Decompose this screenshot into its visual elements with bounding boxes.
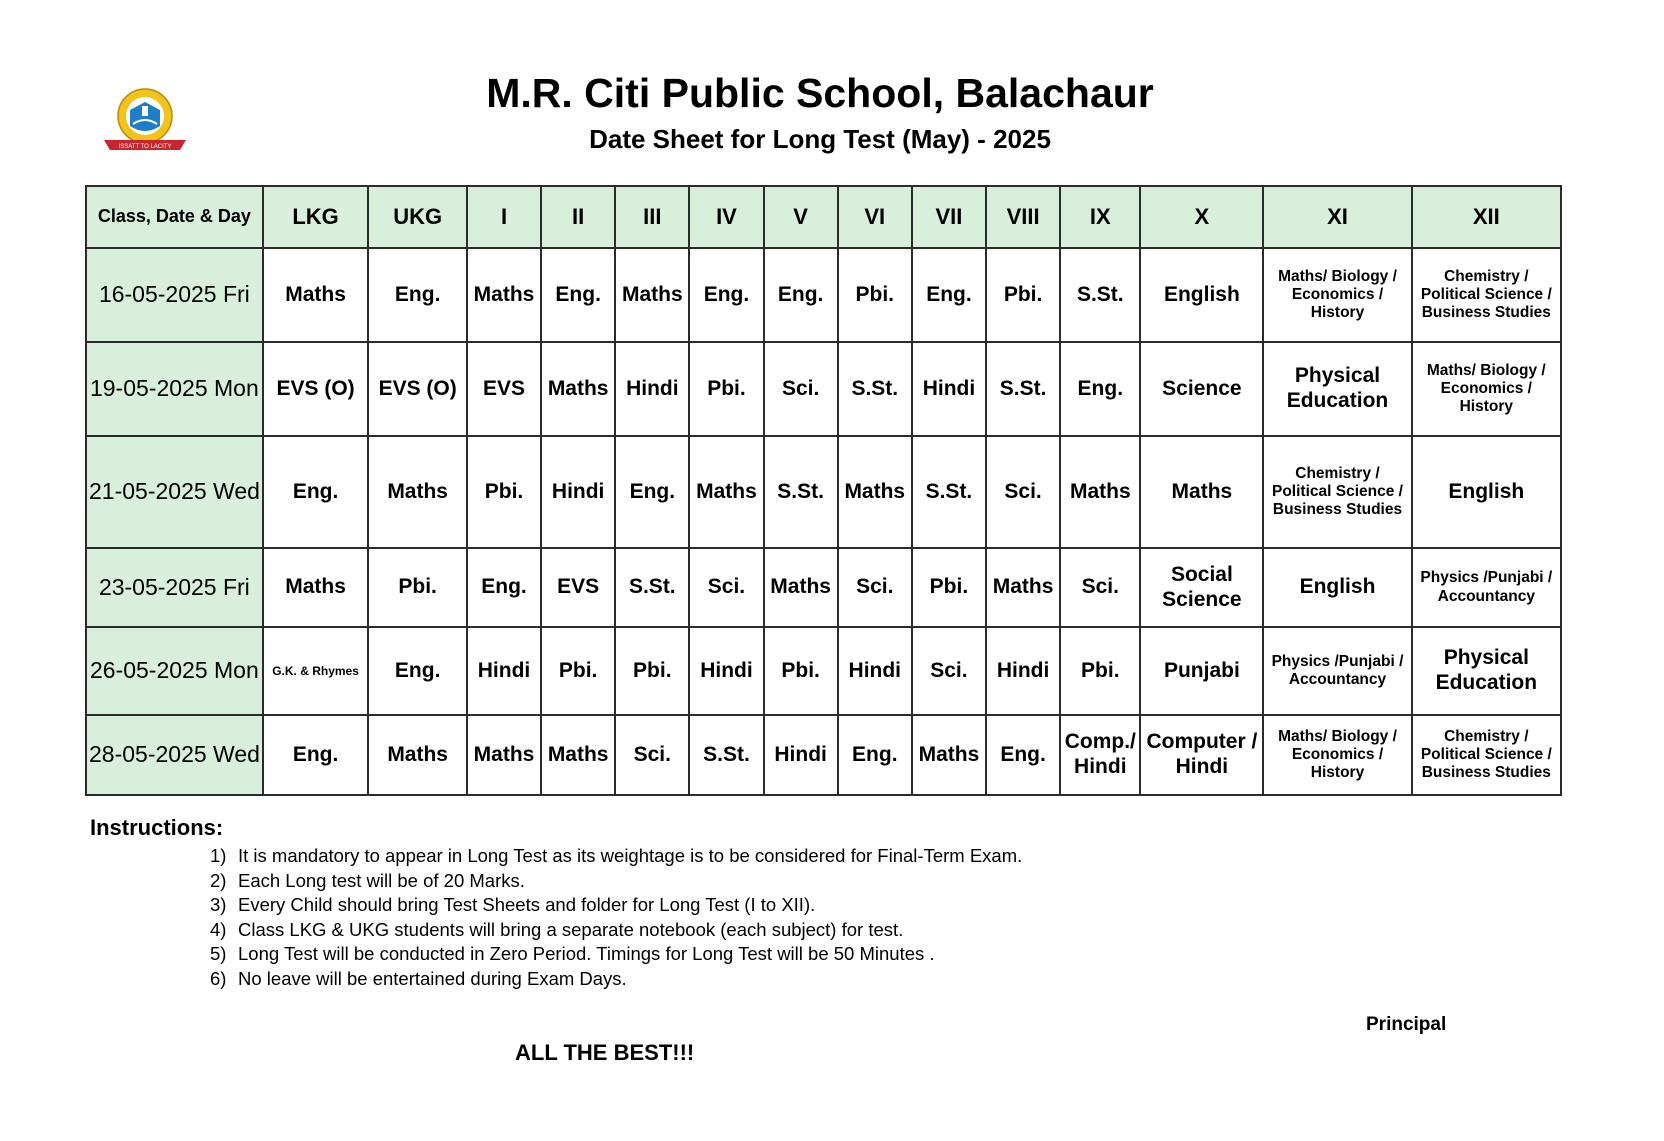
instruction-text: No leave will be entertained during Exam Days.	[238, 967, 627, 989]
date-cell: 26-05-2025 Mon	[86, 627, 263, 715]
subject-cell: S.St.	[838, 342, 912, 436]
instruction-number: 5)	[210, 943, 227, 964]
subject-cell: Pbi.	[615, 627, 689, 715]
subject-cell: Maths	[615, 248, 689, 342]
subject-cell: Maths	[541, 342, 615, 436]
subject-cell: Physical Education	[1263, 342, 1411, 436]
subject-cell: EVS	[541, 548, 615, 627]
subject-cell: S.St.	[689, 715, 763, 795]
date-cell: 28-05-2025 Wed	[86, 715, 263, 795]
subject-cell: Eng.	[838, 715, 912, 795]
table-body	[86, 248, 1561, 795]
subject-cell: Maths	[467, 248, 541, 342]
subject-cell: Physical Education	[1412, 627, 1561, 715]
subject-cell: Eng.	[263, 715, 369, 795]
date-sheet-table	[85, 185, 1562, 796]
subject-cell: Physics /Punjabi / Accountancy	[1412, 548, 1561, 627]
subject-cell: S.St.	[986, 342, 1060, 436]
subject-cell: Sci.	[912, 627, 986, 715]
subject-cell: Maths	[1140, 436, 1263, 548]
subject-cell: Maths	[541, 715, 615, 795]
table-header-row	[86, 186, 1561, 248]
subject-cell: Maths	[912, 715, 986, 795]
subject-cell: EVS (O)	[263, 342, 369, 436]
subject-cell: Maths	[368, 715, 467, 795]
class-header: X	[1140, 186, 1263, 248]
instruction-item	[210, 967, 1022, 992]
subject-cell: Eng.	[986, 715, 1060, 795]
date-cell: 16-05-2025 Fri	[86, 248, 263, 342]
closing-message: ALL THE BEST!!!	[515, 1040, 695, 1065]
subject-cell: Chemistry / Political Science / Business Studies	[1263, 436, 1411, 548]
instruction-item	[210, 942, 1022, 967]
subject-cell: Sci.	[764, 342, 838, 436]
subject-cell: Pbi.	[467, 436, 541, 548]
subject-cell: Maths	[263, 248, 369, 342]
subject-cell: Pbi.	[764, 627, 838, 715]
subject-cell: English	[1140, 248, 1263, 342]
subject-cell: Chemistry / Political Science / Business Studies	[1412, 248, 1561, 342]
subject-cell: Physics /Punjabi / Accountancy	[1263, 627, 1411, 715]
subject-cell: Maths	[263, 548, 369, 627]
instruction-text: Class LKG & UKG students will bring a separate notebook (each subject) for test.	[238, 918, 904, 940]
subject-cell: Sci.	[1060, 548, 1140, 627]
subject-cell: Eng.	[912, 248, 986, 342]
subject-cell: EVS	[467, 342, 541, 436]
class-header: VI	[838, 186, 912, 248]
subject-cell: Pbi.	[541, 627, 615, 715]
table-row	[86, 342, 1561, 436]
subject-cell: Social Science	[1140, 548, 1263, 627]
subject-cell: Science	[1140, 342, 1263, 436]
subject-cell: Pbi.	[1060, 627, 1140, 715]
subject-cell: Hindi	[764, 715, 838, 795]
subject-cell: Eng.	[1060, 342, 1140, 436]
table-row	[86, 548, 1561, 627]
subject-cell: Eng.	[615, 436, 689, 548]
date-cell: 21-05-2025 Wed	[86, 436, 263, 548]
subject-cell: Eng.	[541, 248, 615, 342]
subject-cell: Maths/ Biology / Economics / History	[1263, 248, 1411, 342]
subject-cell: Eng.	[689, 248, 763, 342]
subject-cell: Sci.	[838, 548, 912, 627]
subject-cell: English	[1412, 436, 1561, 548]
instruction-text: Each Long test will be of 20 Marks.	[238, 869, 525, 891]
subject-cell: Maths	[467, 715, 541, 795]
corner-header: Class, Date & Day	[86, 186, 263, 248]
subject-cell: Computer / Hindi	[1140, 715, 1263, 795]
class-header: XII	[1412, 186, 1561, 248]
subject-cell: Hindi	[912, 342, 986, 436]
subject-cell: Maths/ Biology / Economics / History	[1263, 715, 1411, 795]
subject-cell: Sci.	[615, 715, 689, 795]
class-header: III	[615, 186, 689, 248]
subject-cell: English	[1263, 548, 1411, 627]
class-header: IV	[689, 186, 763, 248]
instruction-number: 3)	[210, 894, 227, 915]
subject-cell: Hindi	[541, 436, 615, 548]
class-header: UKG	[368, 186, 467, 248]
class-header: VII	[912, 186, 986, 248]
date-cell: 19-05-2025 Mon	[86, 342, 263, 436]
subject-cell: Pbi.	[689, 342, 763, 436]
subject-cell: Hindi	[986, 627, 1060, 715]
subject-cell: Hindi	[838, 627, 912, 715]
class-header: LKG	[263, 186, 369, 248]
class-header: VIII	[986, 186, 1060, 248]
subject-cell: Eng.	[263, 436, 369, 548]
instructions-list	[210, 844, 1022, 991]
subject-cell: Sci.	[986, 436, 1060, 548]
subject-cell: Maths	[1060, 436, 1140, 548]
page-title: M.R. Citi Public School, Balachaur	[486, 70, 1154, 116]
instruction-item	[210, 869, 1022, 894]
subject-cell: Chemistry / Political Science / Business Studies	[1412, 715, 1561, 795]
instruction-number: 2)	[210, 869, 227, 891]
subject-cell: Comp./ Hindi	[1060, 715, 1140, 795]
subject-cell: Hindi	[689, 627, 763, 715]
class-header: I	[467, 186, 541, 248]
subject-cell: S.St.	[764, 436, 838, 548]
subject-cell: Pbi.	[368, 548, 467, 627]
subject-cell: Hindi	[467, 627, 541, 715]
subject-cell: Maths	[368, 436, 467, 548]
table-row	[86, 248, 1561, 342]
subject-cell: Pbi.	[838, 248, 912, 342]
subject-cell: Pbi.	[912, 548, 986, 627]
subject-cell: Hindi	[615, 342, 689, 436]
subject-cell: Maths	[838, 436, 912, 548]
class-header: XI	[1263, 186, 1411, 248]
subject-cell: S.St.	[1060, 248, 1140, 342]
subject-cell: S.St.	[912, 436, 986, 548]
instruction-item	[210, 893, 1022, 918]
class-header: V	[764, 186, 838, 248]
subject-cell: Eng.	[368, 248, 467, 342]
subject-cell: Maths	[986, 548, 1060, 627]
class-header: IX	[1060, 186, 1140, 248]
subject-cell: Punjabi	[1140, 627, 1263, 715]
subject-cell: Eng.	[368, 627, 467, 715]
page-subtitle: Date Sheet for Long Test (May) - 2025	[589, 124, 1051, 154]
subject-cell: Maths	[764, 548, 838, 627]
subject-cell: Sci.	[689, 548, 763, 627]
principal-signature-label: Principal	[1366, 1014, 1447, 1035]
table-row	[86, 627, 1561, 715]
instruction-text: Every Child should bring Test Sheets and folder for Long Test (I to XII).	[238, 894, 816, 915]
instruction-text: It is mandatory to appear in Long Test as its weightage is to be considered for Final-Term Exam.	[238, 845, 1023, 866]
instruction-item	[210, 844, 1022, 869]
instruction-number: 1)	[210, 845, 227, 866]
date-cell: 23-05-2025 Fri	[86, 548, 263, 627]
svg-text:ISSATT TO LACITY: ISSATT TO LACITY	[118, 144, 172, 150]
subject-cell: Eng.	[467, 548, 541, 627]
instruction-text: Long Test will be conducted in Zero Period. Timings for Long Test will be 50 Minutes .	[238, 943, 935, 964]
subject-cell: G.K. & Rhymes	[263, 627, 369, 715]
subject-cell: Eng.	[764, 248, 838, 342]
table-row	[86, 715, 1561, 795]
class-header: II	[541, 186, 615, 248]
instruction-item	[210, 918, 1022, 943]
instructions-heading: Instructions:	[90, 815, 224, 840]
instruction-number: 4)	[210, 918, 227, 940]
table-row	[86, 436, 1561, 548]
subject-cell: S.St.	[615, 548, 689, 627]
instruction-number: 6)	[210, 967, 227, 989]
subject-cell: Pbi.	[986, 248, 1060, 342]
subject-cell: EVS (O)	[368, 342, 467, 436]
subject-cell: Maths	[689, 436, 763, 548]
subject-cell: Maths/ Biology / Economics / History	[1412, 342, 1561, 436]
